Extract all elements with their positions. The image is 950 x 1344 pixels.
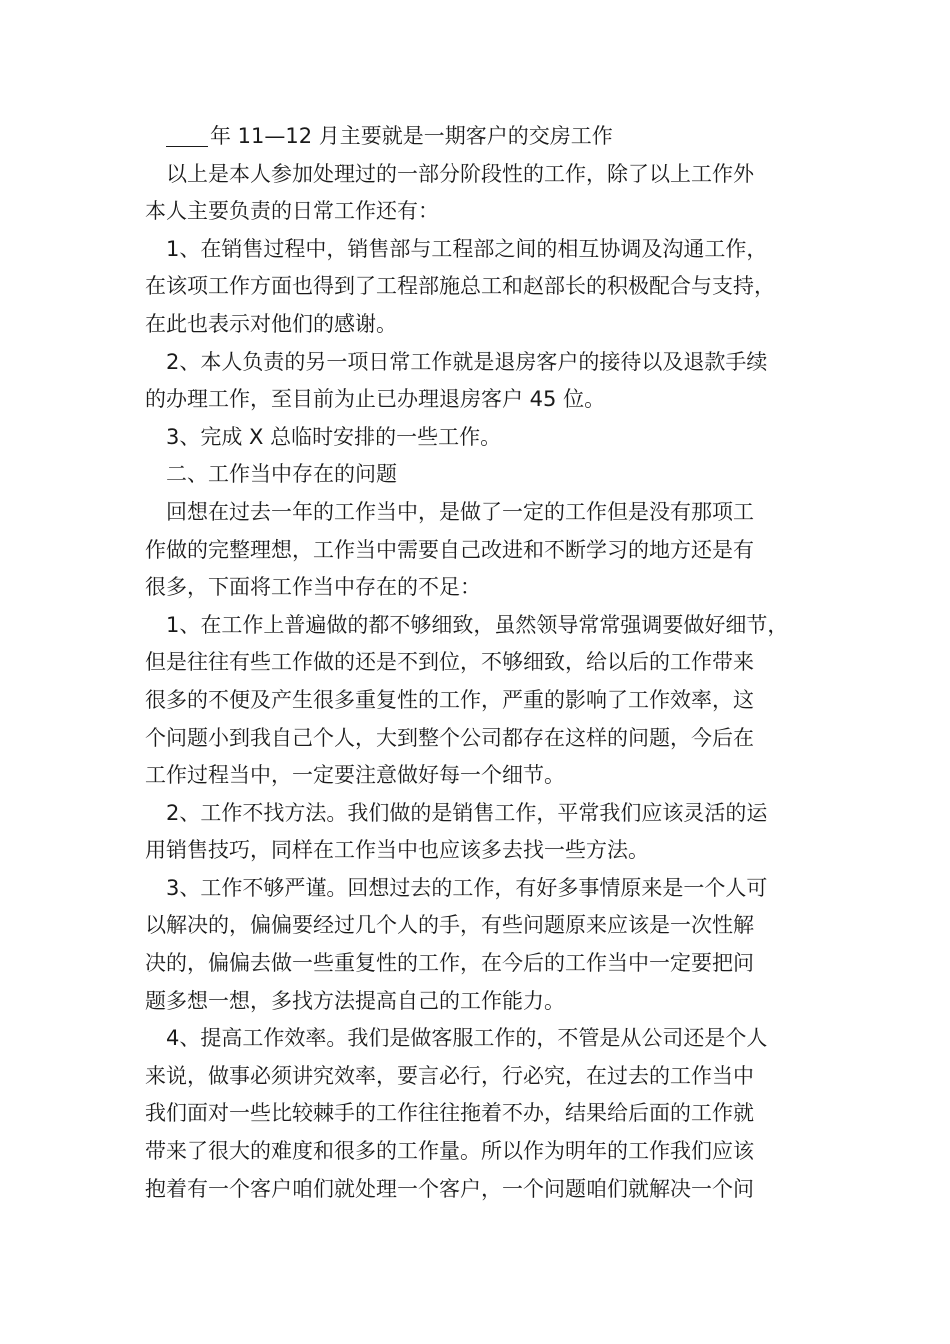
paragraph-line: 带来了很大的难度和很多的工作量。所以作为明年的工作我们应该	[145, 1139, 754, 1164]
paragraph-line: 用销售技巧，同样在工作当中也应该多去找一些方法。	[145, 838, 649, 863]
paragraph-line: 2、本人负责的另一项日常工作就是退房客户的接待以及退款手续	[166, 349, 768, 374]
paragraph-line: 3、完成 X 总临时安排的一些工作。	[166, 424, 502, 449]
paragraph-line: 4、提高工作效率。我们是做客服工作的，不管是从公司还是个人	[166, 1026, 768, 1051]
paragraph-line: 在此也表示对他们的感谢。	[145, 311, 397, 336]
paragraph-line: 但是往往有些工作做的还是不到位，不够细致，给以后的工作带来	[145, 650, 754, 675]
paragraph-line: 我们面对一些比较棘手的工作往往拖着不办，结果给后面的工作就	[145, 1101, 754, 1126]
paragraph-line: 抱着有一个客户咱们就处理一个客户，一个问题咱们就解决一个问	[145, 1176, 754, 1201]
paragraph-line: 作做的完整理想，工作当中需要自己改进和不断学习的地方还是有	[145, 537, 754, 562]
paragraph-line: 1、在销售过程中，销售部与工程部之间的相互协调及沟通工作，	[166, 236, 768, 261]
paragraph-line: 题多想一想，多找方法提高自己的工作能力。	[145, 988, 565, 1013]
paragraph-line: 3、工作不够严谨。回想过去的工作，有好多事情原来是一个人可	[166, 875, 768, 900]
paragraph-line: 以解决的，偏偏要经过几个人的手，有些问题原来应该是一次性解	[145, 913, 754, 938]
paragraph-line: 工作过程当中，一定要注意做好每一个细节。	[145, 763, 565, 788]
paragraph-line: 来说，做事必须讲究效率，要言必行，行必究，在过去的工作当中	[145, 1063, 754, 1088]
paragraph-line: 2、工作不找方法。我们做的是销售工作，平常我们应该灵活的运	[166, 800, 768, 825]
paragraph-line: 本人主要负责的日常工作还有：	[145, 199, 439, 224]
paragraph-line: 很多，下面将工作当中存在的不足：	[145, 575, 481, 600]
paragraph-line: 的办理工作，至目前为止已办理退房客户 45 位。	[145, 387, 606, 412]
fill-in-blank	[166, 124, 208, 147]
paragraph-line: 个问题小到我自己个人，大到整个公司都存在这样的问题，今后在	[145, 725, 754, 750]
paragraph-line	[145, 118, 825, 156]
paragraph-line: 很多的不便及产生很多重复性的工作，严重的影响了工作效率，这	[145, 687, 754, 712]
paragraph-line: 回想在过去一年的工作当中，是做了一定的工作但是没有那项工	[166, 499, 754, 524]
paragraph-line: 1、在工作上普遍做的都不够细致，虽然领导常常强调要做好细节，	[166, 612, 789, 637]
section-heading: 二、工作当中存在的问题	[166, 462, 397, 487]
paragraph-line: 决的，偏偏去做一些重复性的工作，在今后的工作当中一定要把问	[145, 951, 754, 976]
paragraph-line: 在该项工作方面也得到了工程部施总工和赵部长的积极配合与支持，	[145, 274, 775, 299]
line-text: 年 11—12 月主要就是一期客户的交房工作	[210, 124, 613, 148]
paragraph-line: 以上是本人参加处理过的一部分阶段性的工作，除了以上工作外	[166, 161, 754, 186]
document-body	[145, 118, 825, 1208]
